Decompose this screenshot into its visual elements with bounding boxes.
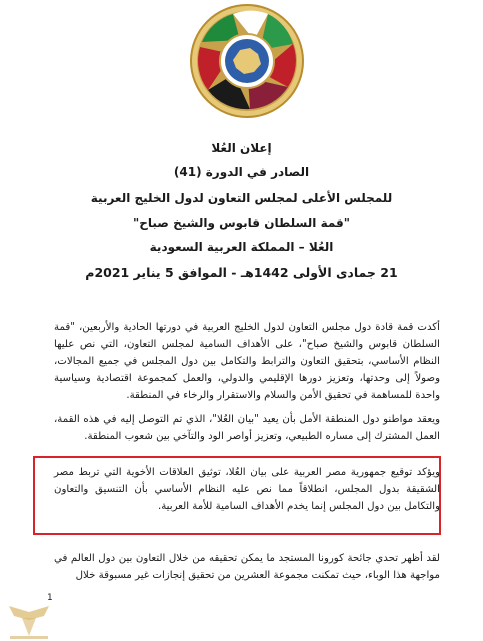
gcc-emblem-icon — [188, 2, 306, 120]
council-line: للمجلس الأعلى لمجلس التعاون لدول الخليج العربية — [90, 191, 393, 205]
paragraph-1: أكدت قمة قادة دول مجلس التعاون لدول الخليج العربية في دورتها الحادية والأربعين، "قمة السلطان قابوس والشيخ صباح"، على الأهداف السامية لمجلس التعاون، التي نص عليها النظام الأساسي، بتحقيق التعاون والترابط والتكامل بين دول المجلس في جميع المجالات، وصولاً إلى وحدتها، وتعزيز دورها الإقليمي والدولي، والعمل كمجموعة اقتصادية وسياسية واحدة للمساهمة في تحقيق الأمن والسلام والاستقرار والرخاء في المنطقة. — [54, 322, 440, 401]
paragraph-3: ويؤكد توقيع جمهورية مصر العربية على بيان العُلا، توثيق العلاقات الأخوية التي تربط مصر الشقيقة بدول المجلس، انطلاقاً مما نص عليه النظام الأساسي بأن التنسيق والتعاون والتكامل بين دول المجلس إنما يخدم الأهداف السامية للأمة العربية. — [54, 467, 440, 512]
summit-name: "قمة السلطان قابوس والشيخ صباح" — [133, 216, 350, 230]
location-line: العُلا – المملكة العربية السعودية — [149, 240, 334, 254]
page-number: 1 — [47, 593, 53, 603]
declaration-title: إعلان العُلا — [211, 141, 272, 155]
date-line: 21 جمادى الأولى 1442هـ - الموافق 5 يناير 2021م — [85, 265, 398, 280]
highlight-box — [33, 456, 441, 535]
paragraph-4: لقد أظهر تحدي جائحة كورونا المستجد ما يمكن تحقيقه من خلال التعاون بين دول العالم في مواجهة هذا الوباء، حيث تمكنت مجموعة العشرين من تحقيق إنجازات غير مسبوقة خلال — [54, 553, 440, 581]
paragraph-2: ويعقد مواطنو دول المنطقة الأمل بأن يعيد "بيان العُلا"، الذي تم التوصل إليه في هذه القمة، العمل المشترك إلى مساره الطبيعي، وتعزيز أواصر الود والتآخي بين شعوب المنطقة. — [54, 414, 440, 442]
watermark-logo-icon — [4, 598, 54, 641]
session-line: الصادر في الدورة (41) — [173, 165, 310, 179]
